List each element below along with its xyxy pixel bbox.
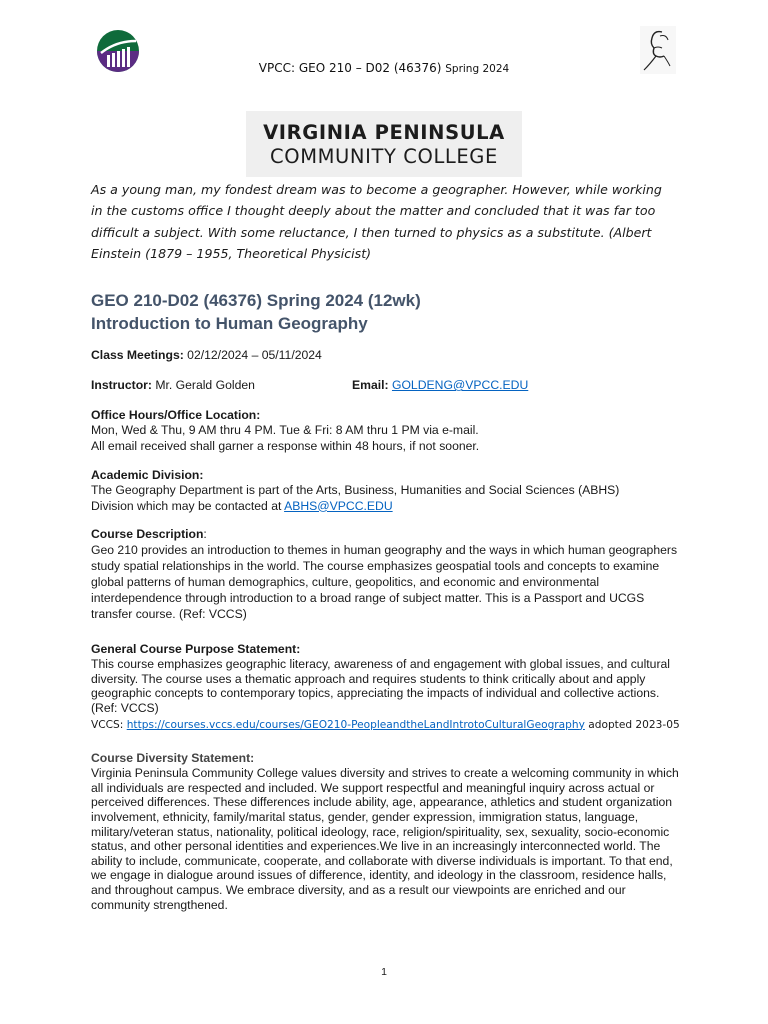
instructor-label: Instructor: [91,378,152,392]
vccs-course-link[interactable]: https://courses.vccs.edu/courses/GEO210-PeopleandtheLandIntrotoCulturalGeography [126,718,585,731]
diversity-statement-text: Virginia Peninsula Community College values diversity and strives to create a welcoming community in which all individuals are respected and included. We support respectful and meaningful inquiry across actual or perceived differences. These differences include ability, age, appearance, athletics and student organization involvement, ethnicity, family/marital status, gender, gender expression, immigration status, language, military/veteran status, nationality, political ideology, race, religion/spirituality, sex, sexuality, socio-economic status, and other personal identities and experiences.We live in an increasingly interconnected world. The ability to include, communicate, cooperate, and collaborate with diverse individuals is important. To that end, we engage in dialogue around issues of difference, identity, and ideology in the classroom, residence halls, and throughout campus. We embrace diversity, and as a result our viewpoints are enriched and our community strengthened. [91,766,679,912]
header-term: Spring 2024 [445,63,510,75]
office-hours-line1: Mon, Wed & Thu, 9 AM thru 4 PM. Tue & Fri: 8 AM thru 1 PM via e-mail. [91,423,479,438]
einstein-quote: As a young man, my fondest dream was to become a geographer. However, while working in the customs office I thought deeply about the matter and concluded that it was far too difficult a subject. With some reluctance, I then turned to physics as a substitute. (Albert Einstein (1879 – 1955, Theoretical Physicist) [91,182,662,261]
academic-division-text [91,483,651,514]
instructor-email-link[interactable]: GOLDENG@VPCC.EDU [391,378,529,392]
course-purpose-label: General Course Purpose Statement: [91,642,301,656]
course-description-text: Geo 210 provides an introduction to themes in human geography and the ways in which human geographers study spatial relationships in the world. The course emphasizes geospatial tools and concepts to examine global patterns of human demographics, culture, geopolitics, and economic and environmental interdependence through introduction to a broad range of subject matter. This is a Passport and UCGS transfer course. (Ref: VCCS) [91,543,678,621]
college-logo [246,111,522,177]
course-title-line1: GEO 210-D02 (46376) Spring 2024 (12wk) [91,291,421,310]
college-name-line2: COMMUNITY COLLEGE [270,145,498,168]
course-purpose [91,642,679,733]
diversity-statement-label: Course Diversity Statement: [91,751,255,765]
division-description: The Geography Department is part of the Arts, Business, Humanities and Social Sciences (ABHS) Division which may be contacted at [91,483,620,513]
academic-division-label: Academic Division: [91,468,204,482]
class-meetings [91,348,681,363]
course-description-label: Course Description [91,527,204,541]
instructor-name: Mr. Gerald Golden [151,378,255,392]
page-header [0,61,768,75]
page-number: 1 [381,966,387,978]
abhs-email-link[interactable]: ABHS@VPCC.EDU [284,498,393,513]
course-title-line2: Introduction to Human Geography [91,314,368,333]
class-meetings-label: Class Meetings: [91,348,184,362]
vccs-reference-prefix: VCCS: [91,718,127,731]
office-hours-label: Office Hours/Office Location: [91,408,261,422]
email-label: Email: [352,378,389,392]
diversity-statement [91,751,681,912]
office-hours [91,408,681,454]
office-hours-line2: All email received shall garner a response within 48 hours, if not sooner. [91,438,480,453]
course-description [91,527,681,623]
instructor-row [91,378,691,393]
course-title [91,289,691,335]
class-meetings-value: 02/12/2024 – 05/11/2024 [183,348,322,362]
header-course: VPCC: GEO 210 – D02 (46376) [258,61,442,75]
course-purpose-text: This course emphasizes geographic literacy, awareness of and engagement with global issues, and cultural diversity. The course uses a thematic approach and requires students to think critically about and apply geographic concepts to contemporary topics, appreciating the impacts of individual and collective actions. (Ref: VCCS) [91,657,671,716]
college-name-line1: VIRGINIA PENINSULA [263,121,505,144]
vccs-reference-suffix: adopted 2023-05 [584,718,680,731]
course-description-colon: : [203,527,207,541]
vccs-reference [91,718,679,733]
academic-division [91,468,681,514]
email-group [352,378,528,393]
